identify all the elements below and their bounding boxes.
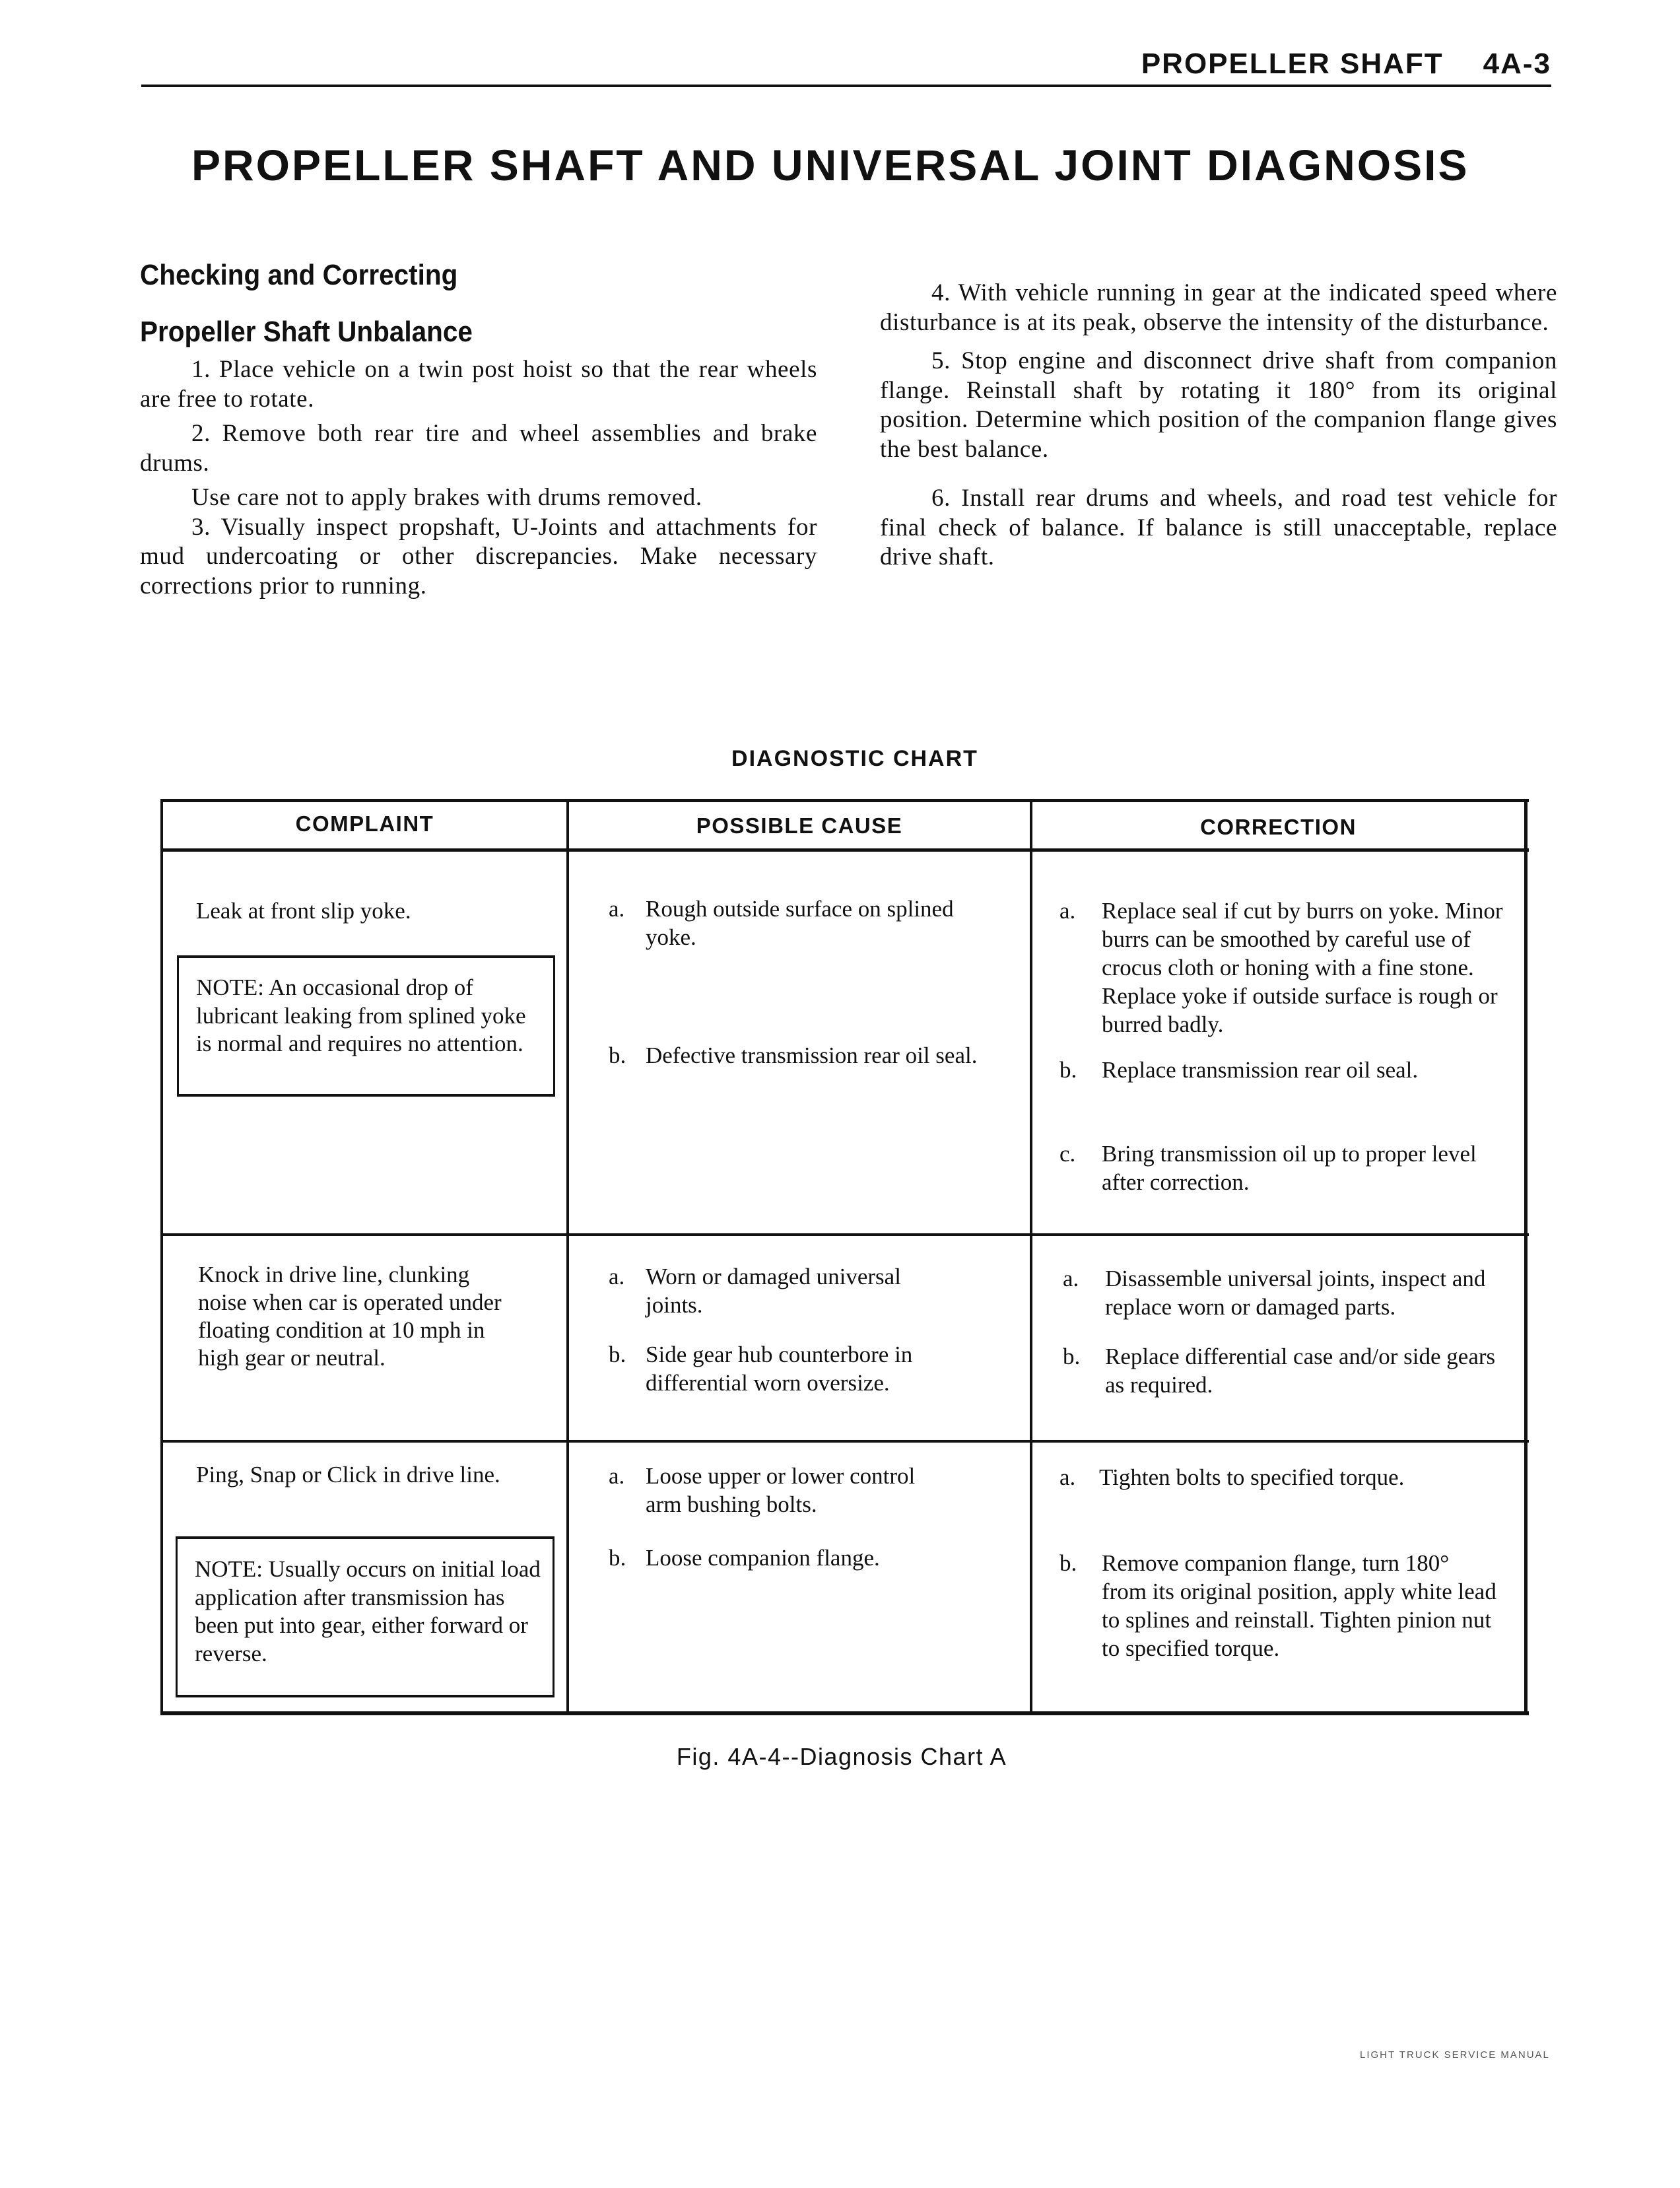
correction-item <box>1059 1463 1522 1491</box>
column-header-complaint: COMPLAINT <box>295 811 434 836</box>
cause-item <box>609 1462 1005 1519</box>
complaint-text: Leak at front slip yoke. <box>196 898 411 924</box>
cause-item <box>609 1544 1005 1572</box>
subheading-unbalance: Propeller Shaft Unbalance <box>140 316 473 348</box>
header-rule <box>141 85 1551 87</box>
page-title: PROPELLER SHAFT AND UNIVERSAL JOINT DIAGNOSIS <box>191 141 1469 189</box>
column-header-possible-cause: POSSIBLE CAUSE <box>696 813 903 838</box>
item-text: Rough outside surface on splined yoke. <box>646 896 954 950</box>
column-header-correction: CORRECTION <box>1200 815 1357 839</box>
item-text: Replace transmission rear oil seal. <box>1102 1057 1419 1083</box>
column-divider-2 <box>1030 799 1032 1713</box>
item-text: Defective transmission rear oil seal. <box>646 1043 978 1068</box>
row-separator-1 <box>160 1233 1529 1236</box>
procedure-right-column <box>880 279 1557 572</box>
running-header <box>1141 48 1551 81</box>
item-text: Tighten bolts to specified torque. <box>1099 1464 1405 1490</box>
correction-list <box>1059 1463 1522 1662</box>
correction-item <box>1059 1140 1522 1196</box>
row-separator-2 <box>160 1440 1529 1443</box>
step-2: 2. Remove both rear tire and wheel assemblies and brake drums. <box>140 420 817 477</box>
correction-item <box>1059 1549 1522 1662</box>
step-6: 6. Install rear drums and wheels, and road test vehicle for final check of balance. If balance is still unacceptable, replace drive shaft. <box>880 485 1557 570</box>
item-text: Remove companion flange, turn 180° from its original position, apply white lead to splines and reinstall. Tighten pinion nut to specified torque. <box>1102 1550 1496 1661</box>
correction-item <box>1063 1264 1518 1321</box>
step-5: 5. Stop engine and disconnect drive shaft from companion flange. Reinstall shaft by rotating it 180° from its original position. Determine which position of the companion flange gives the best balance. <box>880 347 1557 463</box>
cause-list <box>609 1462 1005 1572</box>
correction-list <box>1063 1264 1518 1399</box>
section-name: PROPELLER SHAFT <box>1141 48 1444 80</box>
item-text: Bring transmission oil up to proper level after correction. <box>1102 1141 1477 1195</box>
correction-list <box>1059 897 1522 1196</box>
cause-item <box>609 895 1005 951</box>
item-marker: a. <box>1063 1266 1079 1291</box>
item-text: Replace differential case and/or side gears as required. <box>1105 1344 1496 1398</box>
step-1: 1. Place vehicle on a twin post hoist so that the rear wheels are free to rotate. <box>140 356 817 413</box>
subheading-checking: Checking and Correcting <box>140 259 458 291</box>
complaint-text: Ping, Snap or Click in drive line. <box>196 1462 500 1487</box>
item-marker: a. <box>609 1264 625 1289</box>
footer-manual-name: LIGHT TRUCK SERVICE MANUAL <box>1360 2049 1550 2061</box>
cause-list <box>609 1262 1005 1397</box>
item-text: Loose upper or lower control arm bushing bolts. <box>646 1463 916 1517</box>
complaint-text: Knock in drive line, clunking noise when car is operated under floating condition at 10 mph in high gear or neutral. <box>198 1262 502 1371</box>
cause-item <box>609 1340 1005 1397</box>
item-text: Worn or damaged universal joints. <box>646 1264 901 1318</box>
item-text: Replace seal if cut by burrs on yoke. Minor burrs can be smoothed by careful use of crocus cloth or honing with a fine stone. Replace yoke if outside surface is rough or burred badly. <box>1102 898 1503 1037</box>
item-marker: a. <box>609 1463 625 1489</box>
procedure-left-column <box>140 355 817 601</box>
table-bottom-border <box>160 1711 1529 1715</box>
item-marker: b. <box>609 1342 626 1367</box>
table-top-border <box>160 799 1529 802</box>
correction-item <box>1059 897 1522 1039</box>
item-marker: b. <box>1063 1344 1081 1369</box>
header-bottom-border <box>160 848 1529 852</box>
item-marker: b. <box>609 1043 626 1068</box>
note-box <box>176 1536 554 1697</box>
step-2-caution: Use care not to apply brakes with drums removed. <box>191 484 702 511</box>
item-marker: a. <box>609 896 625 922</box>
chart-title: DIAGNOSTIC CHART <box>731 746 978 771</box>
item-text: Disassemble universal joints, inspect and replace worn or damaged parts. <box>1105 1266 1486 1320</box>
cause-list <box>609 895 1005 1070</box>
note-box <box>177 955 555 1097</box>
cause-item <box>609 1041 1005 1070</box>
figure-caption: Fig. 4A-4--Diagnosis Chart A <box>676 1743 1007 1770</box>
step-3: 3. Visually inspect propshaft, U-Joints and attachments for mud undercoating or other discrepancies. Make necessary corrections prior to running. <box>140 513 817 599</box>
step-4: 4. With vehicle running in gear at the indicated speed where disturbance is at its peak, observe the intensity of the disturbance. <box>880 279 1557 336</box>
note-text: NOTE: Usually occurs on initial load application after transmission has been put into gear, either forward or reverse. <box>195 1556 541 1666</box>
table-right-border <box>1524 799 1528 1715</box>
item-marker: b. <box>1059 1057 1077 1083</box>
table-left-border <box>160 799 163 1715</box>
item-text: Loose companion flange. <box>646 1545 880 1571</box>
item-marker: b. <box>609 1545 626 1571</box>
item-marker: a. <box>1059 1464 1076 1490</box>
page-number: 4A-3 <box>1483 48 1551 80</box>
item-marker: c. <box>1059 1141 1076 1167</box>
item-marker: b. <box>1059 1550 1077 1576</box>
correction-item <box>1059 1056 1522 1084</box>
item-text: Side gear hub counterbore in differential worn oversize. <box>646 1342 913 1396</box>
cause-item <box>609 1262 1005 1319</box>
item-marker: a. <box>1059 898 1076 924</box>
correction-item <box>1063 1342 1518 1399</box>
note-text: NOTE: An occasional drop of lubricant leaking from splined yoke is normal and requires no attention. <box>196 974 526 1056</box>
column-divider-1 <box>566 799 569 1713</box>
